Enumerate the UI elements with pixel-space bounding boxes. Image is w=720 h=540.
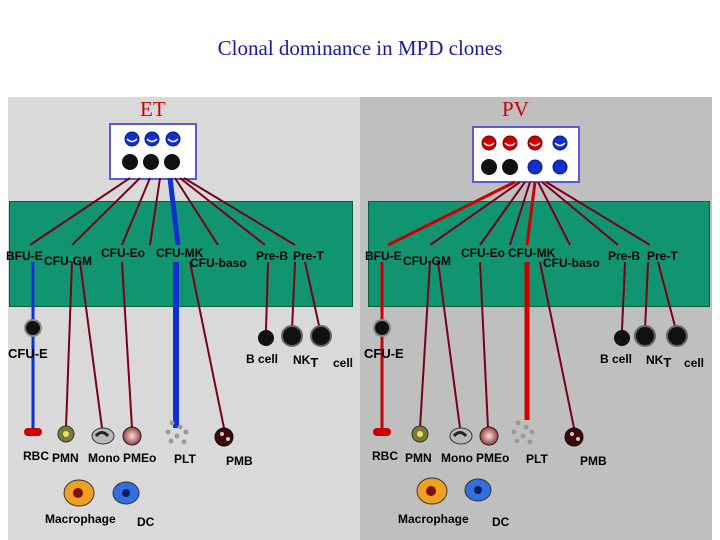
eosinophil-icon: [480, 427, 498, 445]
pv-plt-label: PLT: [526, 452, 548, 466]
et-dc-label: DC: [137, 515, 155, 529]
pv-pre-b-label: Pre-B: [608, 249, 641, 263]
pv-macrophage-label: Macrophage: [398, 512, 469, 526]
pv-pre-t-label: Pre-T: [647, 249, 678, 263]
pv-intermediate-cells: [374, 320, 687, 346]
pv-clone-box: [473, 127, 579, 182]
et-t-cell-label: cell: [333, 356, 354, 370]
pv-fan-lines: [388, 182, 650, 245]
platelet-icon: [512, 421, 535, 445]
pv-pmeo-label: PMEo: [476, 451, 510, 465]
pv-nkt-label: NKT: [646, 353, 672, 370]
pv-dc-label: DC: [492, 515, 510, 529]
pv-bfu-e-label: BFU-E: [365, 249, 402, 263]
eosinophil-icon: [123, 427, 141, 445]
basophil-icon: [565, 428, 583, 446]
et-pmn-label: PMN: [52, 451, 79, 465]
pv-pmn-label: PMN: [405, 451, 432, 465]
et-pmb-label: PMB: [226, 454, 253, 468]
monocyte-icon: [92, 428, 114, 444]
pv-mono-label: Mono: [441, 451, 473, 465]
et-cfu-mk-label: CFU-MK: [156, 246, 204, 260]
page-title: Clonal dominance in MPD clones: [217, 36, 503, 60]
pv-cfu-eo-label: CFU-Eo: [461, 246, 505, 260]
et-nkt-label: NKT: [293, 353, 319, 370]
pv-t-cell-label: cell: [684, 356, 705, 370]
pv-pmb-label: PMB: [580, 454, 607, 468]
pv-cfu-mk-label: CFU-MK: [508, 246, 556, 260]
et-pmeo-label: PMEo: [123, 451, 157, 465]
basophil-icon: [215, 428, 233, 446]
et-plt-label: PLT: [174, 452, 196, 466]
et-cfu-gm-label: CFU-GM: [44, 254, 92, 268]
et-clone-cells-top: [125, 132, 180, 146]
pv-cfu-e-label: CFU-E: [364, 346, 404, 361]
et-cfu-e-label: CFU-E: [8, 346, 48, 361]
pv-cfu-gm-label: CFU-GM: [403, 254, 451, 268]
pv-b-cell-label: B cell: [600, 352, 633, 366]
rbc-icon: [24, 428, 42, 436]
et-bfu-e-label: BFU-E: [6, 249, 43, 263]
et-cfu-eo-label: CFU-Eo: [101, 246, 145, 260]
et-fan-lines: [30, 178, 295, 245]
pv-cfu-baso-label: CFU-baso: [543, 256, 600, 270]
rbc-icon: [373, 428, 391, 436]
et-pre-t-label: Pre-T: [293, 249, 324, 263]
pv-heading: PV: [502, 97, 529, 121]
et-macrophage-label: Macrophage: [45, 512, 116, 526]
et-pre-b-label: Pre-B: [256, 249, 289, 263]
pv-lineage-lines: [382, 262, 676, 428]
et-clone-box: [110, 124, 196, 179]
et-heading: ET: [140, 97, 166, 121]
et-mono-label: Mono: [88, 451, 120, 465]
pv-rbc-label: RBC: [372, 449, 398, 463]
et-clone-cells-bottom: [122, 154, 180, 170]
et-cfu-baso-label: CFU-baso: [190, 256, 247, 270]
monocyte-icon: [450, 428, 472, 444]
et-b-cell-label: B cell: [246, 352, 279, 366]
et-lineage-lines: [33, 262, 320, 428]
et-rbc-label: RBC: [23, 449, 49, 463]
